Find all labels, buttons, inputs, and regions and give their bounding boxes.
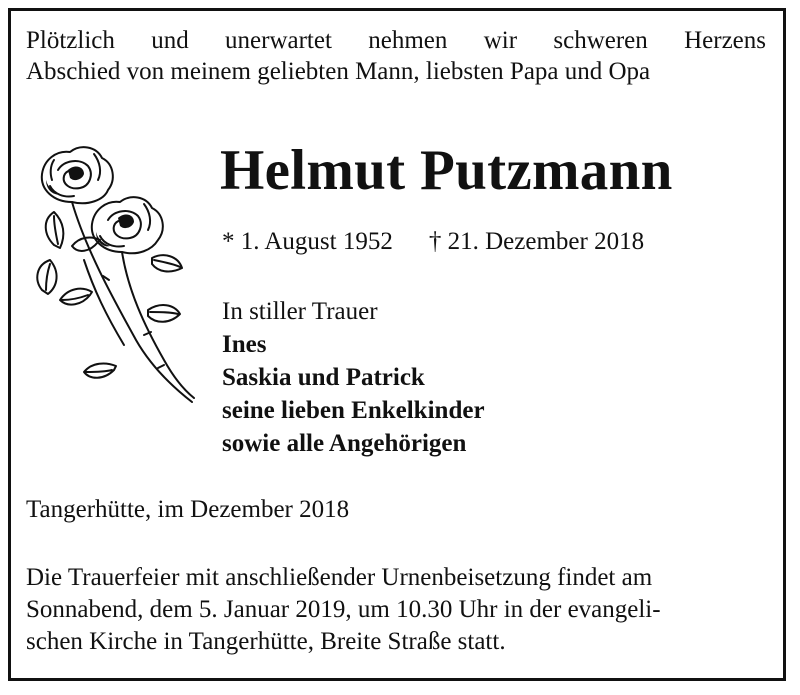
mourning-lead: In stiller Trauer: [222, 298, 378, 325]
mourners-block: [222, 295, 485, 460]
rose-icon: [24, 140, 204, 405]
death-date: † 21. Dezember 2018: [428, 228, 645, 255]
birth-date: * 1. August 1952: [222, 228, 393, 255]
ceremony-notice: [26, 562, 768, 658]
ceremony-line-1: Die Trauerfeier mit anschließender Urnenbeisetzung findet am: [26, 564, 653, 591]
deceased-name: Helmut Putzmann: [220, 139, 673, 202]
intro-text: [26, 25, 766, 87]
mourner-name: seine lieben Enkelkinder: [222, 397, 485, 424]
ceremony-line-3: schen Kirche in Tangerhütte, Breite Straße statt.: [26, 628, 506, 655]
mourner-name: Ines: [222, 331, 267, 358]
life-dates: [222, 226, 644, 257]
intro-line-1: Plötzlich und unerwartet nehmen wir schweren Herzens: [26, 27, 766, 54]
ceremony-line-2: Sonnabend, dem 5. Januar 2019, um 10.30 Uhr in der evangeli-: [26, 596, 661, 623]
mourner-name: sowie alle Angehörigen: [222, 430, 467, 457]
place-and-date: Tangerhütte, im Dezember 2018: [26, 496, 350, 523]
intro-line-2: Abschied von meinem geliebten Mann, liebsten Papa und Opa: [26, 58, 651, 85]
mourner-name: Saskia und Patrick: [222, 364, 425, 391]
